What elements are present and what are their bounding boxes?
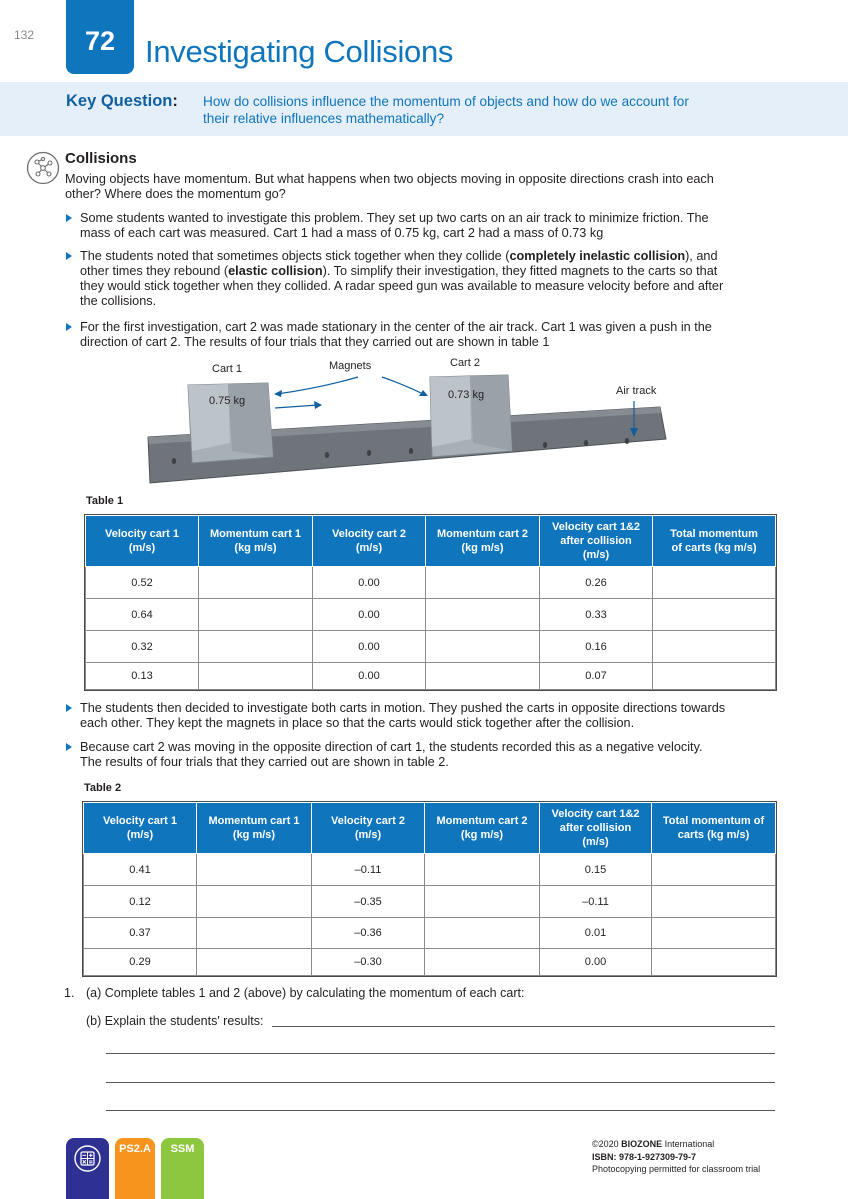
table1-header-momentum-cart2: Momentum cart 2 (kg m/s) <box>426 516 540 567</box>
bullet-first-investigation: For the first investigation, cart 2 was made stationary in the center of the air track. Cart 1 was given a push in the direction of cart 2. The results of four trials that they carried out are shown in table 1 <box>80 320 780 350</box>
answer-line[interactable] <box>272 1026 775 1027</box>
bullet-negative-velocity: Because cart 2 was moving in the opposite direction of cart 1, the students recorded this as a negative velocity. The results of four trials that they carried out are shown in table 2. <box>80 740 780 770</box>
section-title: Collisions <box>65 150 137 167</box>
answer-cell[interactable] <box>197 918 312 949</box>
table-cell: 0.00 <box>540 949 652 976</box>
answer-cell[interactable] <box>652 918 776 949</box>
table2-header-velocity-cart1: Velocity cart 1 (m/s) <box>84 803 197 854</box>
table-cell: 0.13 <box>86 663 199 690</box>
table-cell: 0.29 <box>84 949 197 976</box>
footer-copyright: ©2020 BIOZONE International ISBN: 978-1-927309-79-7 Photocopying permitted for classroom trial <box>592 1139 761 1174</box>
table-row <box>86 663 776 690</box>
table-cell: 0.16 <box>540 631 653 663</box>
table1-header-velocity-after: Velocity cart 1&2 after collision (m/s) <box>540 516 653 567</box>
cart1-mass: 0.75 kg <box>209 395 246 407</box>
answer-line[interactable] <box>106 1053 775 1054</box>
table2-header-total-momentum: Total momentum of carts (kg m/s) <box>652 803 776 854</box>
table-cell: 0.26 <box>540 567 653 599</box>
table-row <box>86 599 776 631</box>
answer-cell[interactable] <box>425 854 540 886</box>
table1 <box>85 515 776 690</box>
table1-header-velocity-cart2: Velocity cart 2 (m/s) <box>313 516 426 567</box>
bullet-arrow-icon <box>66 743 72 751</box>
answer-cell[interactable] <box>426 631 540 663</box>
table-cell: 0.32 <box>86 631 199 663</box>
bullet-setup: Some students wanted to investigate this problem. They set up two carts on an air track to minimize friction. The mass of each cart was measured. Cart 1 had a mass of 0.75 kg, cart 2 had a mass of 0.73 kg <box>80 211 780 241</box>
table-cell: –0.11 <box>312 854 425 886</box>
answer-cell[interactable] <box>197 886 312 918</box>
table-cell: 0.07 <box>540 663 653 690</box>
answer-cell[interactable] <box>426 599 540 631</box>
answer-cell[interactable] <box>197 949 312 976</box>
calculator-icon-tab <box>66 1138 109 1199</box>
table-row <box>86 567 776 599</box>
answer-cell[interactable] <box>652 886 776 918</box>
answer-line[interactable] <box>106 1082 775 1083</box>
question-number: 1. <box>64 986 75 1000</box>
table-cell: –0.30 <box>312 949 425 976</box>
molecule-network-icon <box>26 151 60 185</box>
table-cell: 0.00 <box>313 567 426 599</box>
table2-header-velocity-after: Velocity cart 1&2 after collision (m/s) <box>540 803 652 854</box>
table-row <box>86 631 776 663</box>
calculator-icon <box>74 1145 101 1172</box>
table-row <box>84 918 776 949</box>
table-cell: 0.12 <box>84 886 197 918</box>
intro-paragraph: Moving objects have momentum. But what happens when two objects moving in opposite directions crash into each other? Where does the momentum go? <box>65 172 714 201</box>
table1-label: Table 1 <box>86 495 124 507</box>
cart-2 <box>430 375 512 457</box>
table-row <box>84 854 776 886</box>
bullet-collision-types: The students noted that sometimes objects stick together when they collide (completely inelastic collision), and other times they rebound (elastic collision). To simplify their investigation, they fitted magnets to the carts so that they would stick together when they collided. A radar speed gun was available to measure velocity before and after the collisions. <box>80 249 780 309</box>
table2 <box>83 802 776 976</box>
table1-header-total-momentum: Total momentum of carts (kg m/s) <box>653 516 776 567</box>
page-title: Investigating Collisions <box>145 34 454 69</box>
answer-cell[interactable] <box>199 567 313 599</box>
tag-ps2a: PS2.A <box>115 1138 155 1199</box>
cart1-label: Cart 1 <box>212 363 242 375</box>
air-track-diagram <box>140 355 680 495</box>
bullet-arrow-icon <box>66 323 72 331</box>
answer-cell[interactable] <box>197 854 312 886</box>
magnet-arrows <box>275 377 425 408</box>
table-cell: –0.35 <box>312 886 425 918</box>
bullet-both-moving: The students then decided to investigate both carts in motion. They pushed the carts in opposite directions towards each other. They kept the magnets in place so that the carts would stick together after the collision. <box>80 701 780 731</box>
cart2-mass: 0.73 kg <box>448 389 485 401</box>
table2-label: Table 2 <box>84 782 122 794</box>
page-number: 132 <box>14 28 35 42</box>
magnets-label: Magnets <box>329 360 372 372</box>
chapter-number-tab: 72 <box>66 0 134 74</box>
question-part-a: (a) Complete tables 1 and 2 (above) by calculating the momentum of each cart: <box>86 986 525 1000</box>
answer-cell[interactable] <box>652 949 776 976</box>
table1-header-velocity-cart1: Velocity cart 1 (m/s) <box>86 516 199 567</box>
key-question-text: How do collisions influence the momentum of objects and how do we account for their relative influences mathematically? <box>203 94 689 126</box>
table-cell: 0.00 <box>313 599 426 631</box>
table-cell: 0.64 <box>86 599 199 631</box>
answer-cell[interactable] <box>652 854 776 886</box>
key-question-label: Key Question: <box>66 92 178 110</box>
table-cell: 0.00 <box>313 663 426 690</box>
table2-header-velocity-cart2: Velocity cart 2 (m/s) <box>312 803 425 854</box>
answer-cell[interactable] <box>653 631 776 663</box>
answer-cell[interactable] <box>199 663 313 690</box>
table-cell: –0.11 <box>540 886 652 918</box>
table-row <box>84 886 776 918</box>
table1-header-momentum-cart1: Momentum cart 1 (kg m/s) <box>199 516 313 567</box>
cart2-label: Cart 2 <box>450 357 480 369</box>
question-part-b: (b) Explain the students' results: <box>86 1014 264 1028</box>
answer-cell[interactable] <box>425 886 540 918</box>
answer-cell[interactable] <box>653 663 776 690</box>
answer-cell[interactable] <box>199 599 313 631</box>
answer-cell[interactable] <box>653 567 776 599</box>
answer-cell[interactable] <box>425 918 540 949</box>
table-cell: 0.52 <box>86 567 199 599</box>
bullet-arrow-icon <box>66 704 72 712</box>
answer-cell[interactable] <box>653 599 776 631</box>
table2-header-momentum-cart1: Momentum cart 1 (kg m/s) <box>197 803 312 854</box>
answer-cell[interactable] <box>199 631 313 663</box>
table-cell: 0.01 <box>540 918 652 949</box>
table-row <box>84 949 776 976</box>
table-cell: 0.15 <box>540 854 652 886</box>
air-track-label: Air track <box>616 385 657 397</box>
bullet-arrow-icon <box>66 214 72 222</box>
table-cell: –0.36 <box>312 918 425 949</box>
table-cell: 0.37 <box>84 918 197 949</box>
bullet-arrow-icon <box>66 252 72 260</box>
table-cell: 0.41 <box>84 854 197 886</box>
answer-cell[interactable] <box>425 949 540 976</box>
answer-line[interactable] <box>106 1110 775 1111</box>
table2-header-momentum-cart2: Momentum cart 2 (kg m/s) <box>425 803 540 854</box>
table-cell: 0.33 <box>540 599 653 631</box>
answer-cell[interactable] <box>426 663 540 690</box>
tag-ssm: SSM <box>161 1138 204 1199</box>
answer-cell[interactable] <box>426 567 540 599</box>
table-cell: 0.00 <box>313 631 426 663</box>
